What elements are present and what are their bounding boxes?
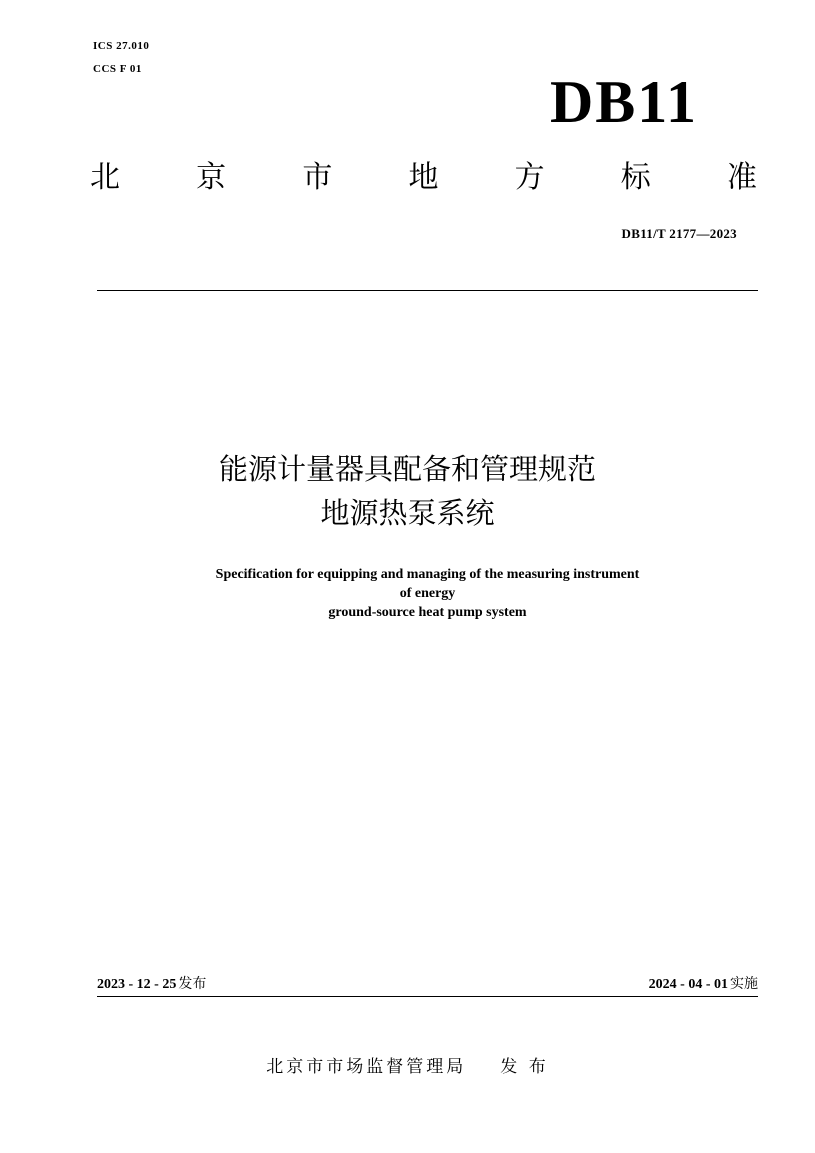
standard-type-char: 标 — [620, 160, 651, 195]
implement-label: 实施 — [730, 976, 758, 992]
implement-date — [649, 975, 758, 994]
chinese-title-line2: 地源热泵系统 — [320, 496, 495, 530]
english-title — [40, 565, 815, 622]
implement-date-value: 2024 - 04 - 01 — [648, 977, 728, 992]
standard-type-char: 京 — [196, 160, 227, 195]
publish-date — [97, 975, 206, 994]
standard-number: DB11/T 2177—2023 — [621, 226, 737, 241]
ccs-code: CCS F 01 — [93, 63, 142, 75]
chinese-title — [0, 447, 815, 535]
standard-type-char: 准 — [726, 160, 757, 195]
standard-type-char: 市 — [302, 160, 333, 195]
english-title-line1: Specification for equipping and managing of the measuring instrument — [215, 567, 640, 582]
top-divider — [97, 290, 758, 291]
chinese-title-line1: 能源计量器具配备和管理规范 — [218, 452, 596, 486]
english-title-line3: ground-source heat pump system — [328, 605, 527, 620]
bottom-divider — [97, 996, 758, 997]
english-title-line2: of energy — [399, 586, 456, 601]
issuing-authority — [0, 1056, 815, 1078]
standard-type-char: 北 — [90, 160, 120, 195]
standard-type-heading — [90, 160, 757, 196]
ics-code: ICS 27.010 — [93, 40, 150, 52]
standard-type-char: 方 — [514, 160, 545, 195]
issuer-label: 发 布 — [500, 1057, 549, 1077]
standard-type-char: 地 — [408, 160, 439, 195]
publish-label: 发布 — [178, 976, 207, 992]
issuer-name: 北京市市场监督管理局 — [266, 1057, 467, 1077]
standard-logo: DB11 — [549, 69, 698, 135]
publish-date-value: 2023 - 12 - 25 — [97, 977, 177, 992]
